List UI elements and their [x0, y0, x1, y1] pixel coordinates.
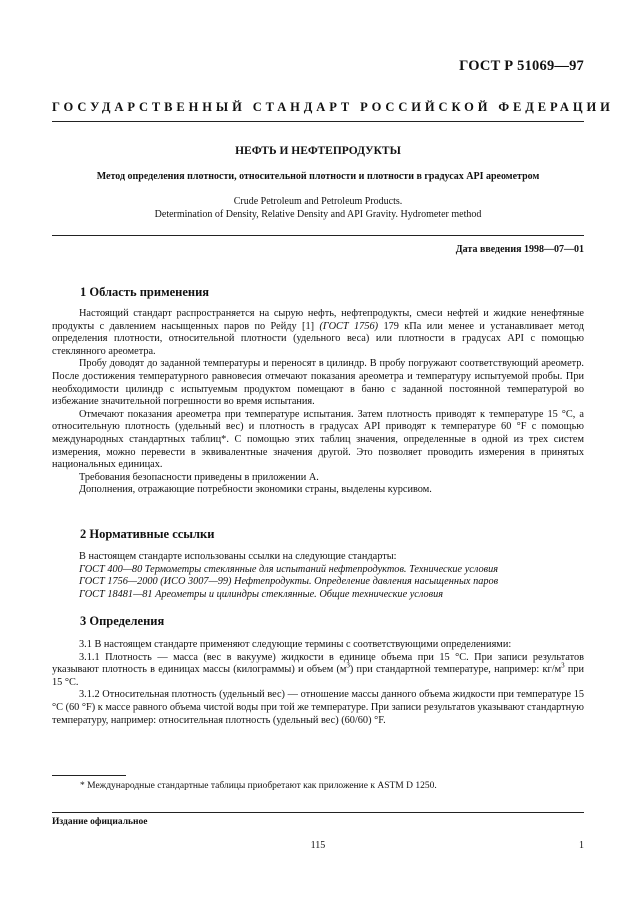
document-code: ГОСТ Р 51069—97	[459, 58, 584, 74]
paragraph	[52, 308, 584, 358]
document-title: НЕФТЬ И НЕФТЕПРОДУКТЫ	[235, 145, 401, 157]
paragraph: 3.1.2 Относительная плотность (удельный вес) — отношение массы данного объема жидкости при температуре 15 °С (60 °F) к массе равного объема чистой воды при той же температуре. При записи результатов указывают стандартную температуру, например: относительная плотность (удельный вес) (60/60) °F.	[52, 689, 584, 726]
paragraph	[52, 652, 584, 690]
reference-item: ГОСТ 400—80 Термометры стеклянные для испытаний нефтепродуктов. Технические условия	[79, 563, 499, 575]
edition-label: Издание официальное	[52, 817, 148, 827]
section-heading-scope: 1 Область применения	[80, 285, 210, 299]
paragraph-text: ) при стандартной температуре, например: кг/м	[349, 664, 562, 676]
introduction-date: Дата введения 1998—07—01	[455, 244, 584, 255]
reference-item: ГОСТ 1756—2000 (ИСО 3007—99) Нефтепродукты. Определение давления насыщенных паров	[79, 576, 499, 588]
footer-divider	[52, 812, 584, 813]
section-definitions-body	[52, 639, 584, 727]
title-divider	[52, 235, 584, 236]
english-title-line1: Crude Petroleum and Petroleum Products.	[233, 196, 403, 207]
paragraph-text: 179 кПа или менее и устанавливает метод определения плотности, относительной плотности (удельного веса) или плотности в градусах API с помощью стеклянного ареометра.	[52, 320, 584, 357]
english-title	[52, 195, 584, 221]
paragraph: 3.1 В настоящем стандарте применяют следующие термины с соответствующими определениями:	[79, 639, 512, 650]
paragraph: В настоящем стандарте использованы ссылки на следующие стандарты:	[79, 551, 397, 562]
section-heading-references: 2 Нормативные ссылки	[80, 527, 215, 541]
paragraph: Пробу доводят до заданной температуры и переносят в цилиндр. В пробу погружают соответствующий ареометр. После достижения температурного равновесия отмечают показания ареометра и температуру испытуемой пробы. При необходимости цилиндр с испытуемым продуктом помещают в баню с заданной постоянной температурой во избежание значительной погрешности во время испытания.	[52, 358, 584, 408]
superscript: 3	[346, 661, 350, 670]
paragraph-text: 3.1.1 Плотность — масса (вес в вакууме) жидкости в единице объема при 15 °С. При записи результатов указывают плотность в единицах массы (килограммы) и объем (м	[52, 651, 584, 676]
paragraph: Отмечают показания ареометра при температуре испытания. Затем плотность приводят к температуре 15 °С, а относительную плотность (удельный вес) и плотность в градусах API приводят к температуре 60 °F с помощью международных стандартных таблиц*. С помощью этих таблиц значения, определенные в одной из трех систем измерения, можно перевести в эквивалентные значения другой. Это позволяет проводить измерения в принятых национальных единицах.	[52, 408, 584, 471]
reference-item: ГОСТ 18481—81 Ареометры и цилиндры стеклянные. Общие технические условия	[79, 588, 444, 600]
paragraph-text: при 15 °С.	[52, 664, 584, 688]
paragraph: Требования безопасности приведены в приложении А.	[79, 471, 319, 483]
standard-banner: ГОСУДАРСТВЕННЫЙ СТАНДАРТ РОССИЙСКОЙ ФЕДЕРАЦИИ	[52, 100, 614, 114]
header-divider	[52, 121, 584, 122]
document-subtitle: Метод определения плотности, относительной плотности и плотности в градусах API ареометром	[96, 171, 540, 182]
english-title-line2: Determination of Density, Relative Density and API Gravity. Hydrometer method	[154, 209, 482, 220]
footnote-divider	[52, 775, 126, 776]
section-heading-definitions: 3 Определения	[80, 614, 165, 628]
superscript: 3	[561, 661, 565, 670]
paragraph-text: Настоящий стандарт распространяется на сырую нефть, нефтепродукты, смеси нефтей и жидкие ненефтяные продукты с давлением насыщенных паров по Рейду [1]	[52, 308, 584, 332]
section-references-body	[52, 551, 584, 601]
page-number-right: 1	[579, 840, 584, 851]
italic-reference: (ГОСТ 1756)	[319, 320, 379, 332]
paragraph: Дополнения, отражающие потребности экономики страны, выделены курсивом.	[79, 484, 432, 496]
page-number-center: 115	[310, 840, 326, 851]
footnote: * Международные стандартные таблицы приобретают как приложение к ASTM D 1250.	[80, 781, 437, 791]
section-scope-body	[52, 308, 584, 497]
